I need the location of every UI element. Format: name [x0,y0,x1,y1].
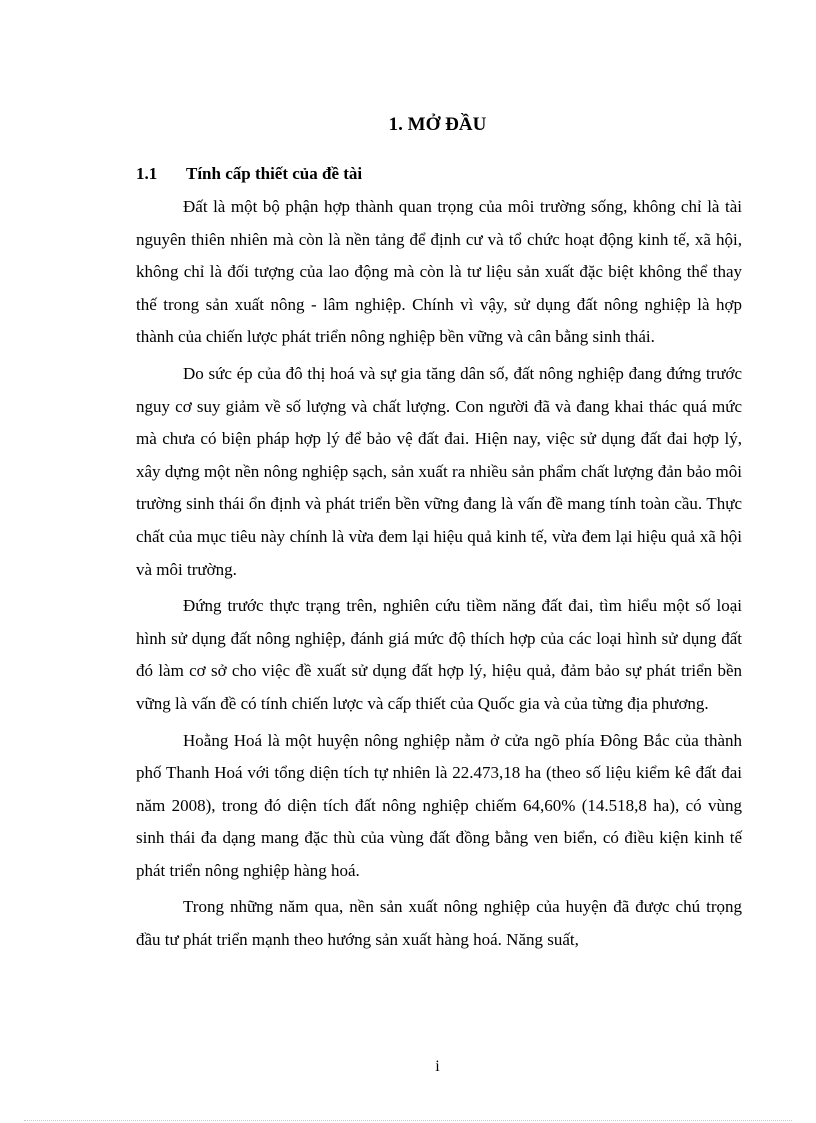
page-number: i [435,1058,440,1075]
section-number: 1.1 [136,164,158,183]
body-text [136,191,742,961]
paragraph-agricultural-production: Trong những năm qua, nền sản xuất nông nghiệp của huyện đã được chú trọng đầu tư phát triển mạnh theo hướng sản xuất hàng hoá. Năng suất, [136,897,742,950]
page-footer-divider [24,1120,792,1121]
section-heading [136,164,362,184]
chapter-title: 1. MỞ ĐẦU [388,114,487,135]
paragraph-research-need: Đứng trước thực trạng trên, nghiên cứu tiềm năng đất đai, tìm hiểu một số loại hình sử dụng đất nông nghiệp, đánh giá mức độ thích hợp của các loại hình sử dụng đất đó làm cơ sở cho việc đề xuất sử dụng đất hợp lý, hiệu quả, đảm bảo sự phát triển bền vững là vấn đề có tính chiến lược và cấp thiết của Quốc gia và của từng địa phương. [136,596,742,713]
paragraph-hoang-hoa-district: Hoằng Hoá là một huyện nông nghiệp nằm ở cửa ngõ phía Đông Bắc của thành phố Thanh Hoá với tổng diện tích tự nhiên là 22.473,18 ha (theo số liệu kiểm kê đất đai năm 2008), trong đó diện tích đất nông nghiệp chiếm 64,60% (14.518,8 ha), có vùng sinh thái đa dạng mang đặc thù của vùng đất đồng bằng ven biển, có điều kiện kinh tế phát triển nông nghiệp hàng hoá. [136,730,742,880]
paragraph-urbanization-pressure: Do sức ép của đô thị hoá và sự gia tăng dân số, đất nông nghiệp đang đứng trước nguy cơ suy giảm về số lượng và chất lượng. Con người đã và đang khai thác quá mức mà chưa có biện pháp hợp lý để bảo vệ đất đai. Hiện nay, việc sử dụng đất đai hợp lý, xây dựng một nền nông nghiệp sạch, sản xuất ra nhiều sản phẩm chất lượng đản bảo môi trường sinh thái ổn định và phát triển bền vững đang là vấn đề mang tính toàn cầu. Thực chất của mục tiêu này chính là vừa đem lại hiệu quả kinh tế, vừa đem lại hiệu quả xã hội và môi trường. [136,363,742,579]
section-title: Tính cấp thiết của đề tài [186,164,363,183]
paragraph-land-importance: Đất là một bộ phận hợp thành quan trọng của môi trường sống, không chỉ là tài nguyên thiên nhiên mà còn là nền tảng để định cư và tổ chức hoạt động kinh tế, xã hội, không chỉ là đối tượng của lao động mà còn là tư liệu sản xuất đặc biệt không thể thay thế trong sản xuất nông - lâm nghiệp. Chính vì vậy, sử dụng đất nông nghiệp là hợp thành của chiến lược phát triển nông nghiệp bền vững và cân bằng sinh thái. [136,197,742,347]
